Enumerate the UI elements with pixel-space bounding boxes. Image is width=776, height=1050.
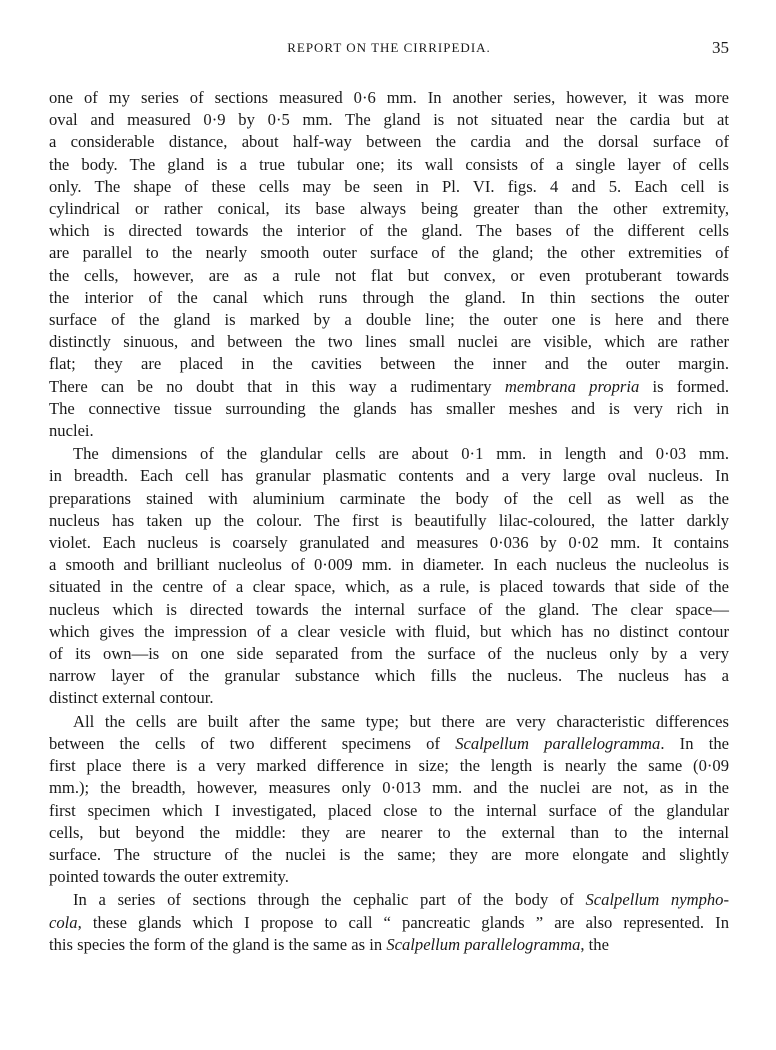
text-segment: distinct external contour. [49,688,214,708]
body-text [49,87,729,956]
text-line [49,287,729,309]
text-line [49,800,729,822]
text-segment: only. The shape of these cells may be seen in Pl. VI. figs. 4 and 5. Each cell is [49,176,729,196]
text-segment: All the cells are built after the same type; but there are very characteristic differences [73,711,729,731]
text-line [49,822,729,844]
text-segment: flat; they are placed in the cavities between the inner and the outer margin. [49,354,729,374]
text-line [49,866,729,888]
text-line [49,398,729,420]
text-line [49,665,729,687]
paragraph [49,87,729,442]
text-segment: nucleus has taken up the colour. The first is beautifully lilac-coloured, the latter darkly [49,510,729,530]
text-segment: cylindrical or rather conical, its base always being greater than the other extremity, [49,199,729,219]
text-line [49,912,729,934]
italic-term: Scalpellum nympho- [585,890,729,910]
text-segment: which gives the impression of a clear vesicle with fluid, but which has no distinct contour [49,621,729,641]
text-line [49,198,729,220]
text-line [49,131,729,153]
page [49,40,729,956]
text-line [49,87,729,109]
text-segment: oval and measured 0·9 by 0·5 mm. The gland is not situated near the cardia but at [49,110,729,130]
page-number: 35 [712,38,729,57]
text-line [49,733,729,755]
italic-term: Scalpellum parallelogramma [386,934,581,954]
text-segment: , the [580,934,609,954]
text-line [49,465,729,487]
text-segment: There can be no doubt that in this way a rudimentary [49,376,505,396]
running-head [49,40,729,64]
text-line [49,889,729,911]
paragraph [49,889,729,956]
text-segment: which is directed towards the interior of the gland. The bases of the different cells [49,221,729,241]
text-segment: nucleus which is directed towards the internal surface of the gland. The clear space— [49,599,729,619]
text-segment: preparations stained with aluminium carminate the body of the cell as well as the [49,488,729,508]
text-segment: violet. Each nucleus is coarsely granulated and measures 0·036 by 0·02 mm. It contains [49,533,729,553]
text-segment: this species the form of the gland is the same as in [49,934,387,954]
text-line [49,777,729,799]
text-segment: cells, but beyond the middle: they are nearer to the external than to the internal [49,822,729,842]
text-segment: the body. The gland is a true tubular one; its wall consists of a single layer of cells [49,154,729,174]
text-segment: a smooth and brilliant nucleolus of 0·009 mm. in diameter. In each nucleus the nucleolus is [49,555,729,575]
text-line [49,488,729,510]
text-segment: the interior of the canal which runs through the gland. In thin sections the outer [49,287,729,307]
text-line [49,621,729,643]
text-segment: of its own—is on one side separated from the surface of the nucleus only by a very [49,644,729,664]
text-line [49,242,729,264]
paragraph [49,443,729,709]
text-segment: distinctly sinuous, and between the two lines small nuclei are visible, which are rather [49,332,729,352]
text-segment: In a series of sections through the cephalic part of the body of [73,890,586,910]
text-line [49,934,729,956]
text-segment: mm.); the breadth, however, measures only 0·013 mm. and the nuclei are not, as in the [49,778,729,798]
text-segment: situated in the centre of a clear space, which, as a rule, is placed towards that side of the [49,577,729,597]
text-line [49,687,729,709]
text-line [49,376,729,398]
text-segment: is formed. [639,376,729,396]
text-segment: one of my series of sections measured 0·6 mm. In another series, however, it was more [49,88,729,107]
italic-term: Scalpellum parallelogramma [455,733,661,753]
italic-term: cola [49,912,78,932]
italic-term: membrana propria [504,376,640,396]
text-line [49,109,729,131]
text-line [49,576,729,598]
text-segment: a considerable distance, about half-way between the cardia and the dorsal surface of [49,132,729,152]
text-segment: The connective tissue surrounding the glands has smaller meshes and is very rich in [49,398,729,418]
text-segment: The dimensions of the glandular cells are about 0·1 mm. in length and 0·03 mm. [73,444,729,464]
text-segment: in breadth. Each cell has granular plasmatic contents and a very large oval nucleus. In [49,466,729,486]
text-line [49,510,729,532]
text-line [49,420,729,442]
text-segment: surface of the gland is marked by a double line; the outer one is here and there [49,310,729,330]
text-segment: between the cells of two different specimens of [49,733,456,753]
text-line [49,353,729,375]
text-line [49,154,729,176]
text-segment: , these glands which I propose to call “ pancreatic glands ” are also represented. In [77,912,729,932]
text-line [49,176,729,198]
text-line [49,532,729,554]
text-segment: . In the [660,733,729,753]
text-segment: narrow layer of the granular substance which fills the nucleus. The nucleus has a [49,666,729,686]
text-line [49,844,729,866]
text-segment: the cells, however, are as a rule not flat but convex, or even protuberant towards [49,265,729,285]
text-segment: nuclei. [49,421,94,441]
paragraph [49,711,729,889]
text-segment: first place there is a very marked difference in size; the length is nearly the same (0·09 [49,756,729,776]
text-line [49,309,729,331]
text-segment: pointed towards the outer extremity. [49,867,289,887]
text-line [49,220,729,242]
running-title: REPORT ON THE CIRRIPEDIA. [287,40,491,55]
text-line [49,755,729,777]
text-line [49,443,729,465]
text-segment: are parallel to the nearly smooth outer surface of the gland; the other extremities of [49,243,729,263]
text-line [49,643,729,665]
text-line [49,711,729,733]
text-line [49,599,729,621]
text-segment: surface. The structure of the nuclei is the same; they are more elongate and slightly [49,844,729,864]
text-line [49,265,729,287]
text-segment: first specimen which I investigated, placed close to the internal surface of the glandular [49,800,729,820]
text-line [49,331,729,353]
text-line [49,554,729,576]
